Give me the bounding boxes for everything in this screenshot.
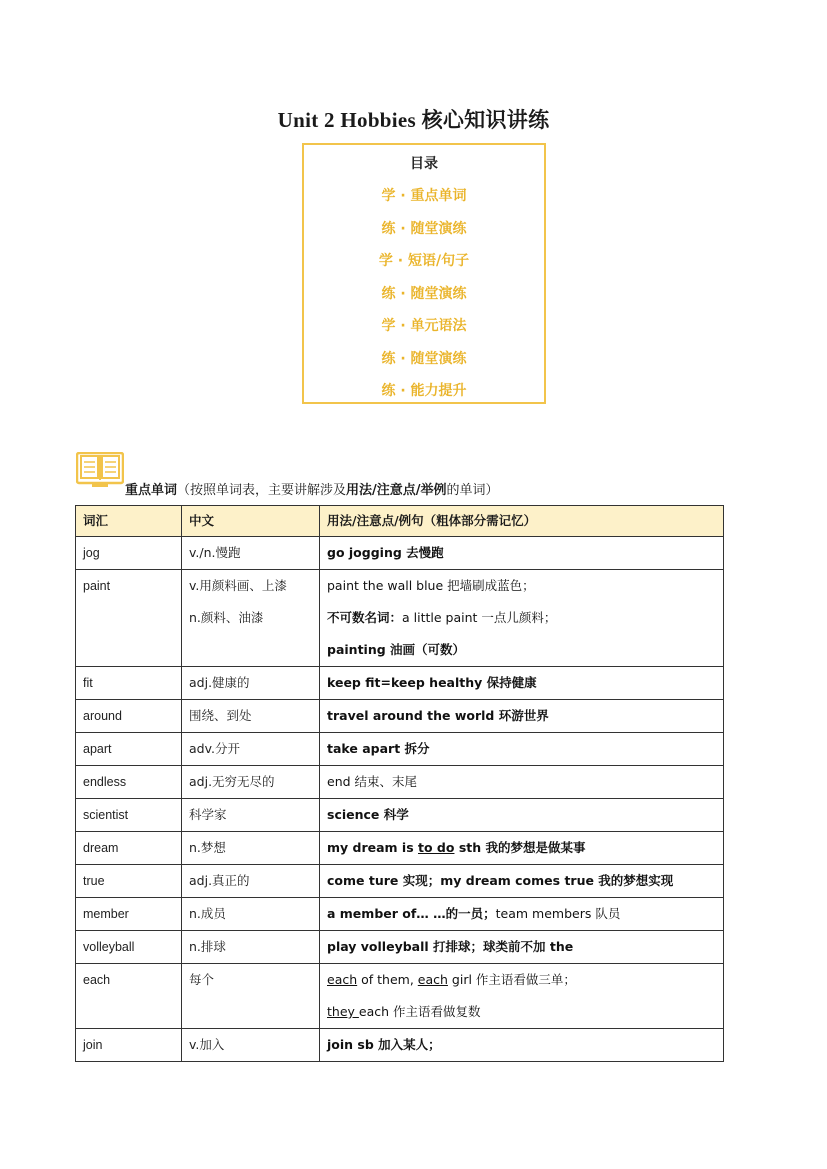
table-row [76, 799, 724, 832]
open-book-icon [76, 452, 124, 488]
section-note-suffix: 的单词） [446, 483, 499, 498]
usage-cell: go jogging 去慢跑 [320, 537, 724, 570]
meaning-line: n.颜料、油漆 [189, 610, 264, 625]
word-cell: paint [76, 570, 182, 667]
word-cell: true [76, 865, 182, 898]
toc-item[interactable]: 练 · 随堂演练 [381, 221, 467, 237]
usage-underlined: each [327, 972, 358, 987]
usage-cell: come ture 实现；my dream comes true 我的梦想实现 [320, 865, 724, 898]
usage-cell [320, 832, 724, 865]
usage-text: my dream is [327, 840, 419, 855]
usage-text: sth 我的梦想是做某事 [454, 840, 586, 855]
column-header: 中文 [182, 506, 320, 537]
meaning-cell: n.成员 [182, 898, 320, 931]
meaning-cell: adv.分开 [182, 733, 320, 766]
word-cell: member [76, 898, 182, 931]
table-row [76, 964, 724, 1029]
table-row [76, 667, 724, 700]
usage-cell: keep fit=keep healthy 保持健康 [320, 667, 724, 700]
usage-cell [320, 570, 724, 667]
toc-item[interactable]: 练 · 能力提升 [381, 383, 467, 399]
table-header-row [76, 506, 724, 537]
toc-heading: 目录 [410, 156, 438, 172]
table-row [76, 700, 724, 733]
column-header: 词汇 [76, 506, 182, 537]
word-cell: jog [76, 537, 182, 570]
table-row [76, 537, 724, 570]
usage-text: girl 作主语看做三单； [447, 972, 576, 987]
usage-cell: take apart 拆分 [320, 733, 724, 766]
table-row [76, 832, 724, 865]
meaning-line: v.用颜料画、上漆 [189, 578, 287, 593]
meaning-cell: adj.无穷无尽的 [182, 766, 320, 799]
table-row [76, 865, 724, 898]
usage-cell: play volleyball 打排球；球类前不加 the [320, 931, 724, 964]
meaning-cell: 围绕、到处 [182, 700, 320, 733]
table-of-contents [302, 143, 546, 404]
usage-underlined: to do [418, 840, 455, 855]
word-cell: volleyball [76, 931, 182, 964]
table-row [76, 898, 724, 931]
word-cell: each [76, 964, 182, 1029]
usage-text: a little paint 一点儿颜料； [402, 610, 557, 625]
meaning-cell: 科学家 [182, 799, 320, 832]
word-cell: around [76, 700, 182, 733]
toc-item[interactable]: 练 · 随堂演练 [381, 286, 467, 302]
section-note-bold: 用法/注意点/举例 [346, 483, 447, 498]
usage-underlined: each [417, 972, 448, 987]
usage-cell [320, 898, 724, 931]
usage-underlined: they [327, 1004, 359, 1019]
column-header: 用法/注意点/例句（粗体部分需记忆） [320, 506, 724, 537]
table-row [76, 766, 724, 799]
word-cell: endless [76, 766, 182, 799]
meaning-cell: v.加入 [182, 1029, 320, 1062]
word-cell: fit [76, 667, 182, 700]
meaning-cell: n.排球 [182, 931, 320, 964]
word-cell: scientist [76, 799, 182, 832]
usage-text: of them, [357, 972, 418, 987]
usage-cell: travel around the world 环游世界 [320, 700, 724, 733]
usage-line: paint the wall blue 把墙刷成蓝色； [327, 578, 535, 593]
toc-item[interactable]: 学 · 短语/句子 [378, 253, 470, 269]
usage-cell: science 科学 [320, 799, 724, 832]
section-title [125, 479, 499, 498]
usage-text: each 作主语看做复数 [358, 1004, 481, 1019]
usage-text: team members 队员 [495, 906, 621, 921]
usage-line [327, 970, 716, 990]
word-cell: join [76, 1029, 182, 1062]
meaning-cell: v./n.慢跑 [182, 537, 320, 570]
table-row [76, 570, 724, 667]
usage-line: painting 油画（可数） [327, 642, 466, 657]
toc-item[interactable]: 学 · 单元语法 [381, 318, 467, 334]
usage-bold: 不可数名词： [327, 610, 403, 625]
word-cell: dream [76, 832, 182, 865]
page-title: Unit 2 Hobbies 核心知识讲练 [277, 108, 550, 132]
meaning-cell: adj.真正的 [182, 865, 320, 898]
meaning-cell: adj.健康的 [182, 667, 320, 700]
table-row [76, 1029, 724, 1062]
meaning-cell: 每个 [182, 964, 320, 1029]
usage-cell: join sb 加入某人； [320, 1029, 724, 1062]
usage-bold: a member of… …的一员； [327, 906, 496, 921]
meaning-cell [182, 570, 320, 667]
usage-line [327, 1002, 716, 1022]
meaning-cell: n.梦想 [182, 832, 320, 865]
toc-item[interactable]: 练 · 随堂演练 [381, 351, 467, 367]
table-row [76, 931, 724, 964]
usage-cell: end 结束、末尾 [320, 766, 724, 799]
usage-cell [320, 964, 724, 1029]
usage-line [327, 608, 716, 628]
toc-item[interactable]: 学 · 重点单词 [381, 188, 467, 204]
section-title-main: 重点单词 [125, 483, 178, 498]
table-row [76, 733, 724, 766]
section-note-prefix: （按照单词表，主要讲解涉及 [177, 483, 347, 498]
word-cell: apart [76, 733, 182, 766]
vocabulary-table [75, 505, 724, 1062]
